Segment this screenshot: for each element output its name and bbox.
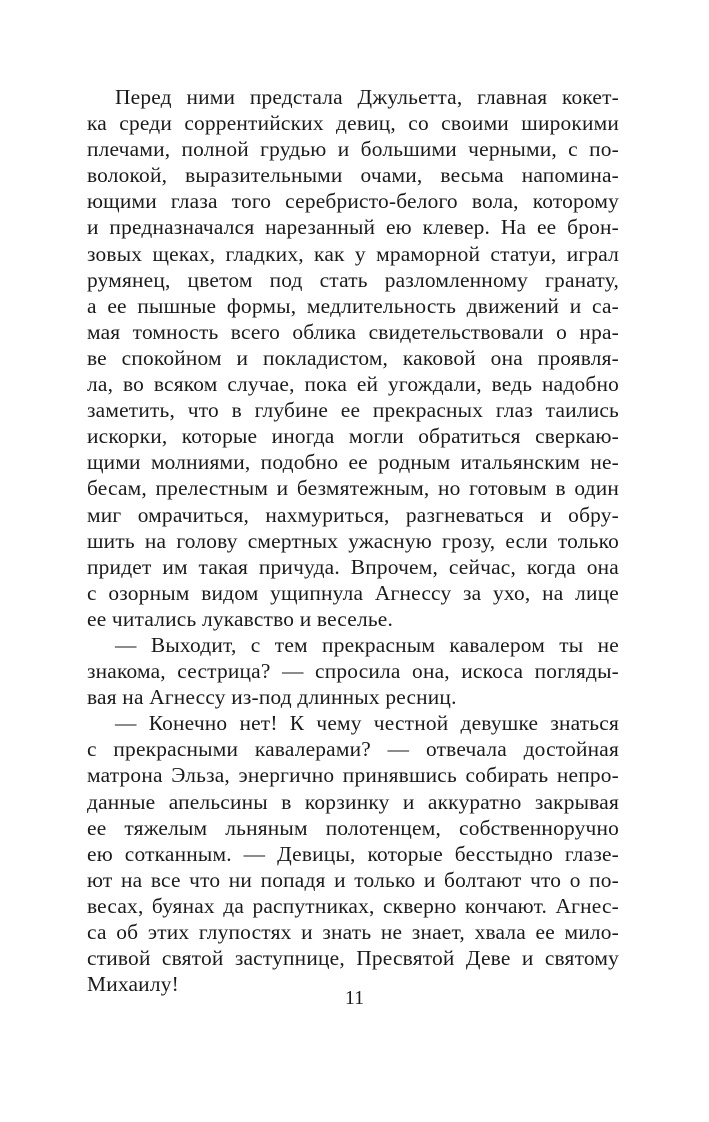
text-line: заметить, что в глубине ее прекрасных глаз таились xyxy=(87,398,619,423)
text-line: бесам, прелестным и безмятежным, но готовым в один xyxy=(87,476,619,501)
text-line: ют на все что ни попадя и только и болтают что о по- xyxy=(87,867,619,892)
text-line: с прекрасными кавалерами? — отвечала достойная xyxy=(87,737,619,762)
text-line: шить на голову смертных ужасную грозу, если только xyxy=(87,528,619,553)
text-line: ла, во всяком случае, пока ей угождали, ведь надобно xyxy=(87,372,619,397)
text-line: и предназначался нарезанный ею клевер. На ее брон- xyxy=(87,215,619,240)
text-line: миг омрачиться, нахмуриться, разгневаться и обру- xyxy=(87,502,619,527)
page-number: 11 xyxy=(344,987,365,1009)
text-line: ющими глаза того серебристо-белого вола, которому xyxy=(87,189,619,214)
text-line: румянец, цветом под стать разломленному гранату, xyxy=(87,267,619,292)
text-line: искорки, которые иногда могли обратиться сверкаю- xyxy=(87,424,619,449)
text-line: матрона Эльза, энергично принявшись собирать непро- xyxy=(87,763,619,788)
text-line: волокой, выразительными очами, весьма напомина- xyxy=(87,163,619,188)
text-line: весах, буянах да распутниках, скверно кончают. Агнес- xyxy=(87,893,619,918)
text-line: Перед ними предстала Джульетта, главная кокет- xyxy=(115,85,619,109)
paragraph-2 xyxy=(87,632,619,710)
text-line: знакома, сестрица? — спросила она, искоса погляды- xyxy=(87,659,619,684)
text-line: Михаилу! xyxy=(87,972,179,997)
text-line: ве спокойном и покладистом, каковой она проявля- xyxy=(87,345,619,370)
text-line: а ее пышные формы, медлительность движений и са- xyxy=(87,293,619,318)
text-line: с озорным видом ущипнула Агнессу за ухо, на лице xyxy=(87,580,619,605)
text-line: — Конечно нет! К чему честной девушке знаться xyxy=(115,711,619,736)
text-line: щими молниями, подобно ее родным итальянским не- xyxy=(87,450,619,475)
text-line: стивой святой заступнице, Пресвятой Деве и святому xyxy=(87,946,619,971)
paragraph-3 xyxy=(87,710,619,997)
text-line: плечами, полной грудью и большими черными, с по- xyxy=(87,137,619,162)
text-line: ка среди соррентийских девиц, со своими широкими xyxy=(87,111,619,136)
paragraph-1 xyxy=(87,84,619,632)
text-line: вая на Агнессу из-под длинных ресниц. xyxy=(87,685,457,710)
text-line: ею сотканным. — Девицы, которые бесстыдно глазе- xyxy=(87,841,619,866)
text-line: данные апельсины в корзинку и аккуратно закрывая xyxy=(87,789,619,814)
text-line: — Выходит, с тем прекрасным кавалером ты не xyxy=(115,632,619,657)
text-line: ее читались лукавство и веселье. xyxy=(87,606,394,631)
text-line: са об этих глупостях и знать не знает, хвала ее мило- xyxy=(87,920,619,944)
body-text xyxy=(87,84,619,997)
text-line: мая томность всего облика свидетельствовали о нра- xyxy=(87,319,619,344)
text-line: придет им такая причуда. Впрочем, сейчас, когда она xyxy=(87,554,619,579)
text-line: зовых щеках, гладких, как у мраморной статуи, играл xyxy=(87,241,619,266)
text-line: ее тяжелым льняным полотенцем, собственноручно xyxy=(87,815,619,840)
